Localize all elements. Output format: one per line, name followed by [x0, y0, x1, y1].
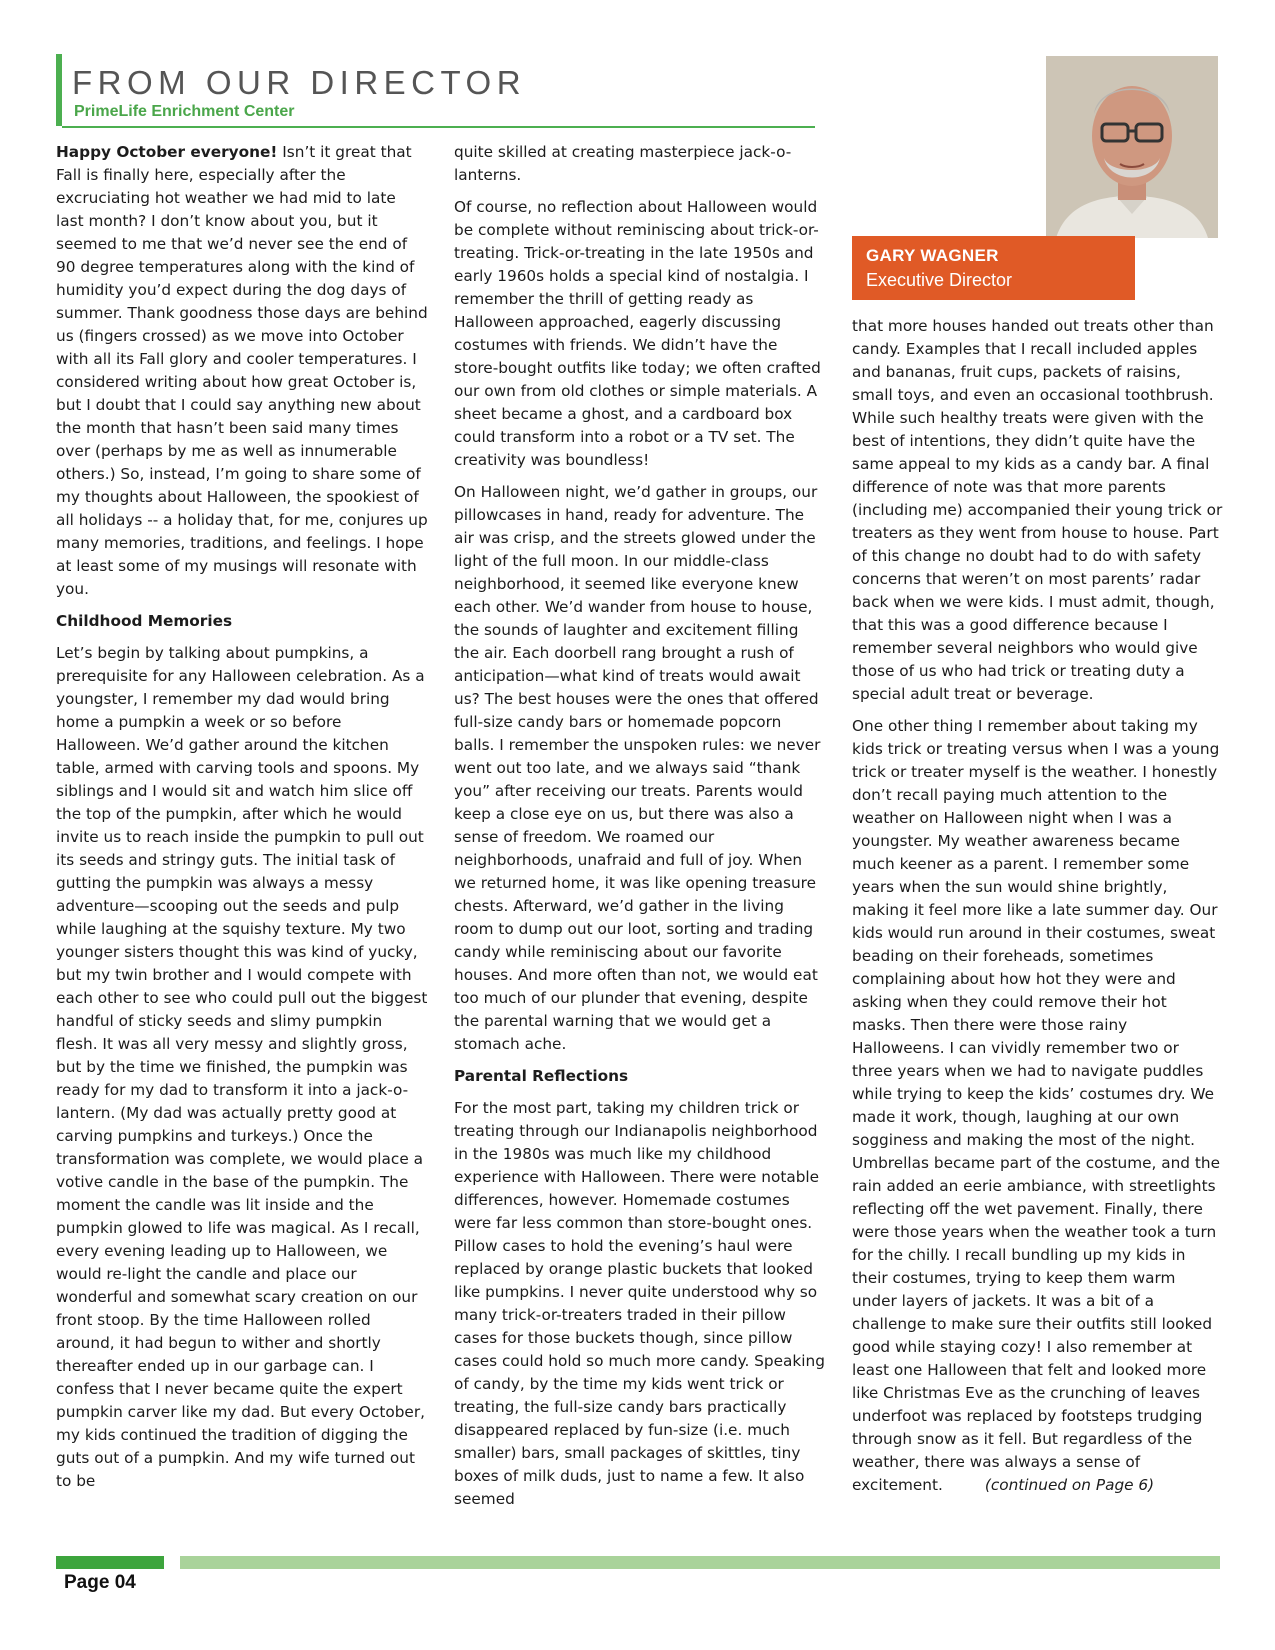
paragraph-parental-continued: that more houses handed out treats other than candy. Examples that I recall included apples and bananas, fruit cups, packets of raisins, small toys, and even an occasional toothbrush. While such healthy treats were given with the best of intentions, they didn’t quite have the same appeal to my kids as a candy bar. A final difference of note was that more parents (including me) accompanied their young trick or treaters as they went from house to house. Part of this change no doubt had to do with safety concerns that weren’t on most parents’ radar back when we were kids. I must admit, though, that this was a good difference because I remember several neighbors who would give those of us who had trick or treating duty a special adult treat or beverage. [852, 317, 1223, 703]
footer-accent-bar [56, 1556, 164, 1569]
paragraph-pumpkins-continued: quite skilled at creating masterpiece jack-o-lanterns. [454, 143, 792, 184]
director-name-box [852, 236, 1135, 300]
paragraph-halloween-night: On Halloween night, we’d gather in groups, our pillowcases in hand, ready for adventure. The air was crisp, and the streets glowed under the light of the full moon. In our middle-class neighborhood, it seemed like everyone knew each other. We’d wander from house to house, the sounds of laughter and excitement filling the air. Each doorbell rang brought a rush of anticipation—what kind of treats would await us? The best houses were the ones that offered full-size candy bars or homemade popcorn balls. I remember the unspoken rules: we never went out too late, and we always said “thank you” after receiving our treats. Parents would keep a close eye on us, but there was also a sense of freedom. We roamed our neighborhoods, unafraid and full of joy. When we returned home, it was like opening treasure chests. Afterward, we’d gather in the living room to dump out our loot, sorting and trading candy while reminiscing about our favorite houses. And more often than not, we would eat too much of our plunder that evening, despite the parental warning that we would get a stomach ache. [454, 483, 821, 1053]
weather-text: One other thing I remember about taking my kids trick or treating versus when I was a young trick or treater myself is the weather. I honestly don’t recall paying much attention to the weather on Halloween night when I was a youngster. My weather awareness became much keener as a parent. I remember some years when the sun would shine brightly, making it feel more like a late summer day. Our kids would run around in their costumes, sweat beading on their foreheads, sometimes complaining about how hot they were and asking when they could remove their hot masks. Then there were those rainy Halloweens. I can vividly remember two or three years when we had to navigate puddles while trying to keep the kids’ costumes dry. We made it work, though, laughing at our own sogginess and making the most of the night. Umbrellas became part of the costume, and the rain added an eerie ambiance, with streetlights reflecting off the wet pavement. Finally, there were those years when the weather took a turn for the chilly. I recall bundling up my kids in their costumes, trying to keep them warm under layers of jackets. It was a bit of a challenge to make sure their outfits still looked good while staying cozy! I also remember at least one Halloween that felt and looked more like Christmas Eve as the crunching of leaves underfoot was replaced by footsteps trudging through snow as it fell. But regardless of the weather, there was always a sense of excitement. [852, 717, 1220, 1494]
paragraph-weather [852, 715, 1224, 1497]
page-subtitle: PrimeLife Enrichment Center [74, 103, 295, 120]
heading-childhood-memories: Childhood Memories [56, 612, 233, 630]
page-number: Page 04 [64, 1572, 136, 1593]
continued-note: (continued on Page 6) [984, 1476, 1155, 1494]
paragraph-trick-or-treating: Of course, no reflection about Halloween would be complete without reminiscing about trick-or-treating. Trick-or-treating in the late 1950s and early 1960s holds a special kind of nostalgia. I remember the thrill of getting ready as Halloween approached, eagerly discussing costumes with friends. We didn’t have the store-bought outfits like today; we often crafted our own from old clothes or simple materials. A sheet became a ghost, and a cardboard box could transform into a robot or a TV set. The creativity was boundless! [454, 198, 821, 469]
paragraph-pumpkins: Let’s begin by talking about pumpkins, a prerequisite for any Halloween celebration. As a youngster, I remember my dad would bring home a pumpkin a week or so before Halloween. We’d gather around the kitchen table, armed with carving tools and spoons. My siblings and I would sit and watch him slice off the top of the pumpkin, after which he would invite us to reach inside the pumpkin to pull out its seeds and stringy guts. The initial task of gutting the pumpkin was always a messy adventure—scooping out the seeds and pulp while laughing at the squishy texture. My two younger sisters thought this was kind of yucky, but my twin brother and I would compete with each other to see who could pull out the biggest handful of sticky seeds and slimy pumpkin flesh. It was all very messy and slightly gross, but by the time we finished, the pumpkin was ready for my dad to transform it into a jack-o-lantern. (My dad was actually pretty good at carving pumpkins and turkeys.) Once the transformation was complete, we would place a votive candle in the base of the pumpkin. The moment the candle was lit inside and the pumpkin glowed to life was magical. As I recall, every evening leading up to Halloween, we would re-light the candle and place our wonderful and somewhat scary creation on our front stoop. By the time Halloween rolled around, it had begun to wither and shortly thereafter ended up in our garbage can. I confess that I never became quite the expert pumpkin carver like my dad. But every October, my kids continued the tradition of digging the guts out of a pumpkin. And my wife turned out to be [56, 644, 428, 1490]
paragraph-parental: For the most part, taking my children trick or treating through our Indianapolis neighborhood in the 1980s was much like my childhood experience with Halloween. There were notable differences, however. Homemade costumes were far less common than store-bought ones. Pillow cases to hold the evening’s haul were replaced by orange plastic buckets that looked like pumpkins. I never quite understood why so many trick-or-treaters traded in their pillow cases for those buckets though, since pillow cases could hold so much more candy. Speaking of candy, by the time my kids went trick or treating, the full-size candy bars practically disappeared replaced by fun-size (i.e. much smaller) bars, small packages of skittles, tiny boxes of milk duds, just to name a few. It also seemed [454, 1099, 825, 1508]
footer-rule [180, 1556, 1220, 1569]
header-rule [62, 126, 815, 128]
article-column-2 [454, 141, 826, 1520]
article-column-3 [852, 315, 1224, 1506]
director-role: Executive Director [866, 270, 1013, 290]
article-column-1 [56, 141, 428, 1502]
header-accent-bar [56, 54, 62, 126]
intro-text: Isn’t it great that Fall is finally here, especially after the excruciating hot weather we had mid to late last month? I don’t know about you, but it seemed to me that we’d never see the end of 90 degree temperatures along with the kind of humidity you’d expect during the dog days of summer. Thank goodness those days are behind us (fingers crossed) as we move into October with all its Fall glory and cooler temperatures. I considered writing about how great October is, but I doubt that I could say anything new about the month that hasn’t been said many times over (perhaps by me as well as innumerable others.) So, instead, I’m going to share some of my thoughts about Halloween, the spookiest of all holidays -- a holiday that, for me, conjures up many memories, traditions, and feelings. I hope at least some of my musings will resonate with you. [56, 143, 428, 598]
page-title: FROM OUR DIRECTOR [72, 64, 527, 101]
director-name: GARY WAGNER [866, 246, 999, 265]
heading-parental-reflections: Parental Reflections [454, 1067, 629, 1085]
intro-paragraph [56, 141, 428, 601]
intro-lead: Happy October everyone! [56, 143, 278, 161]
director-photo [1046, 56, 1218, 238]
